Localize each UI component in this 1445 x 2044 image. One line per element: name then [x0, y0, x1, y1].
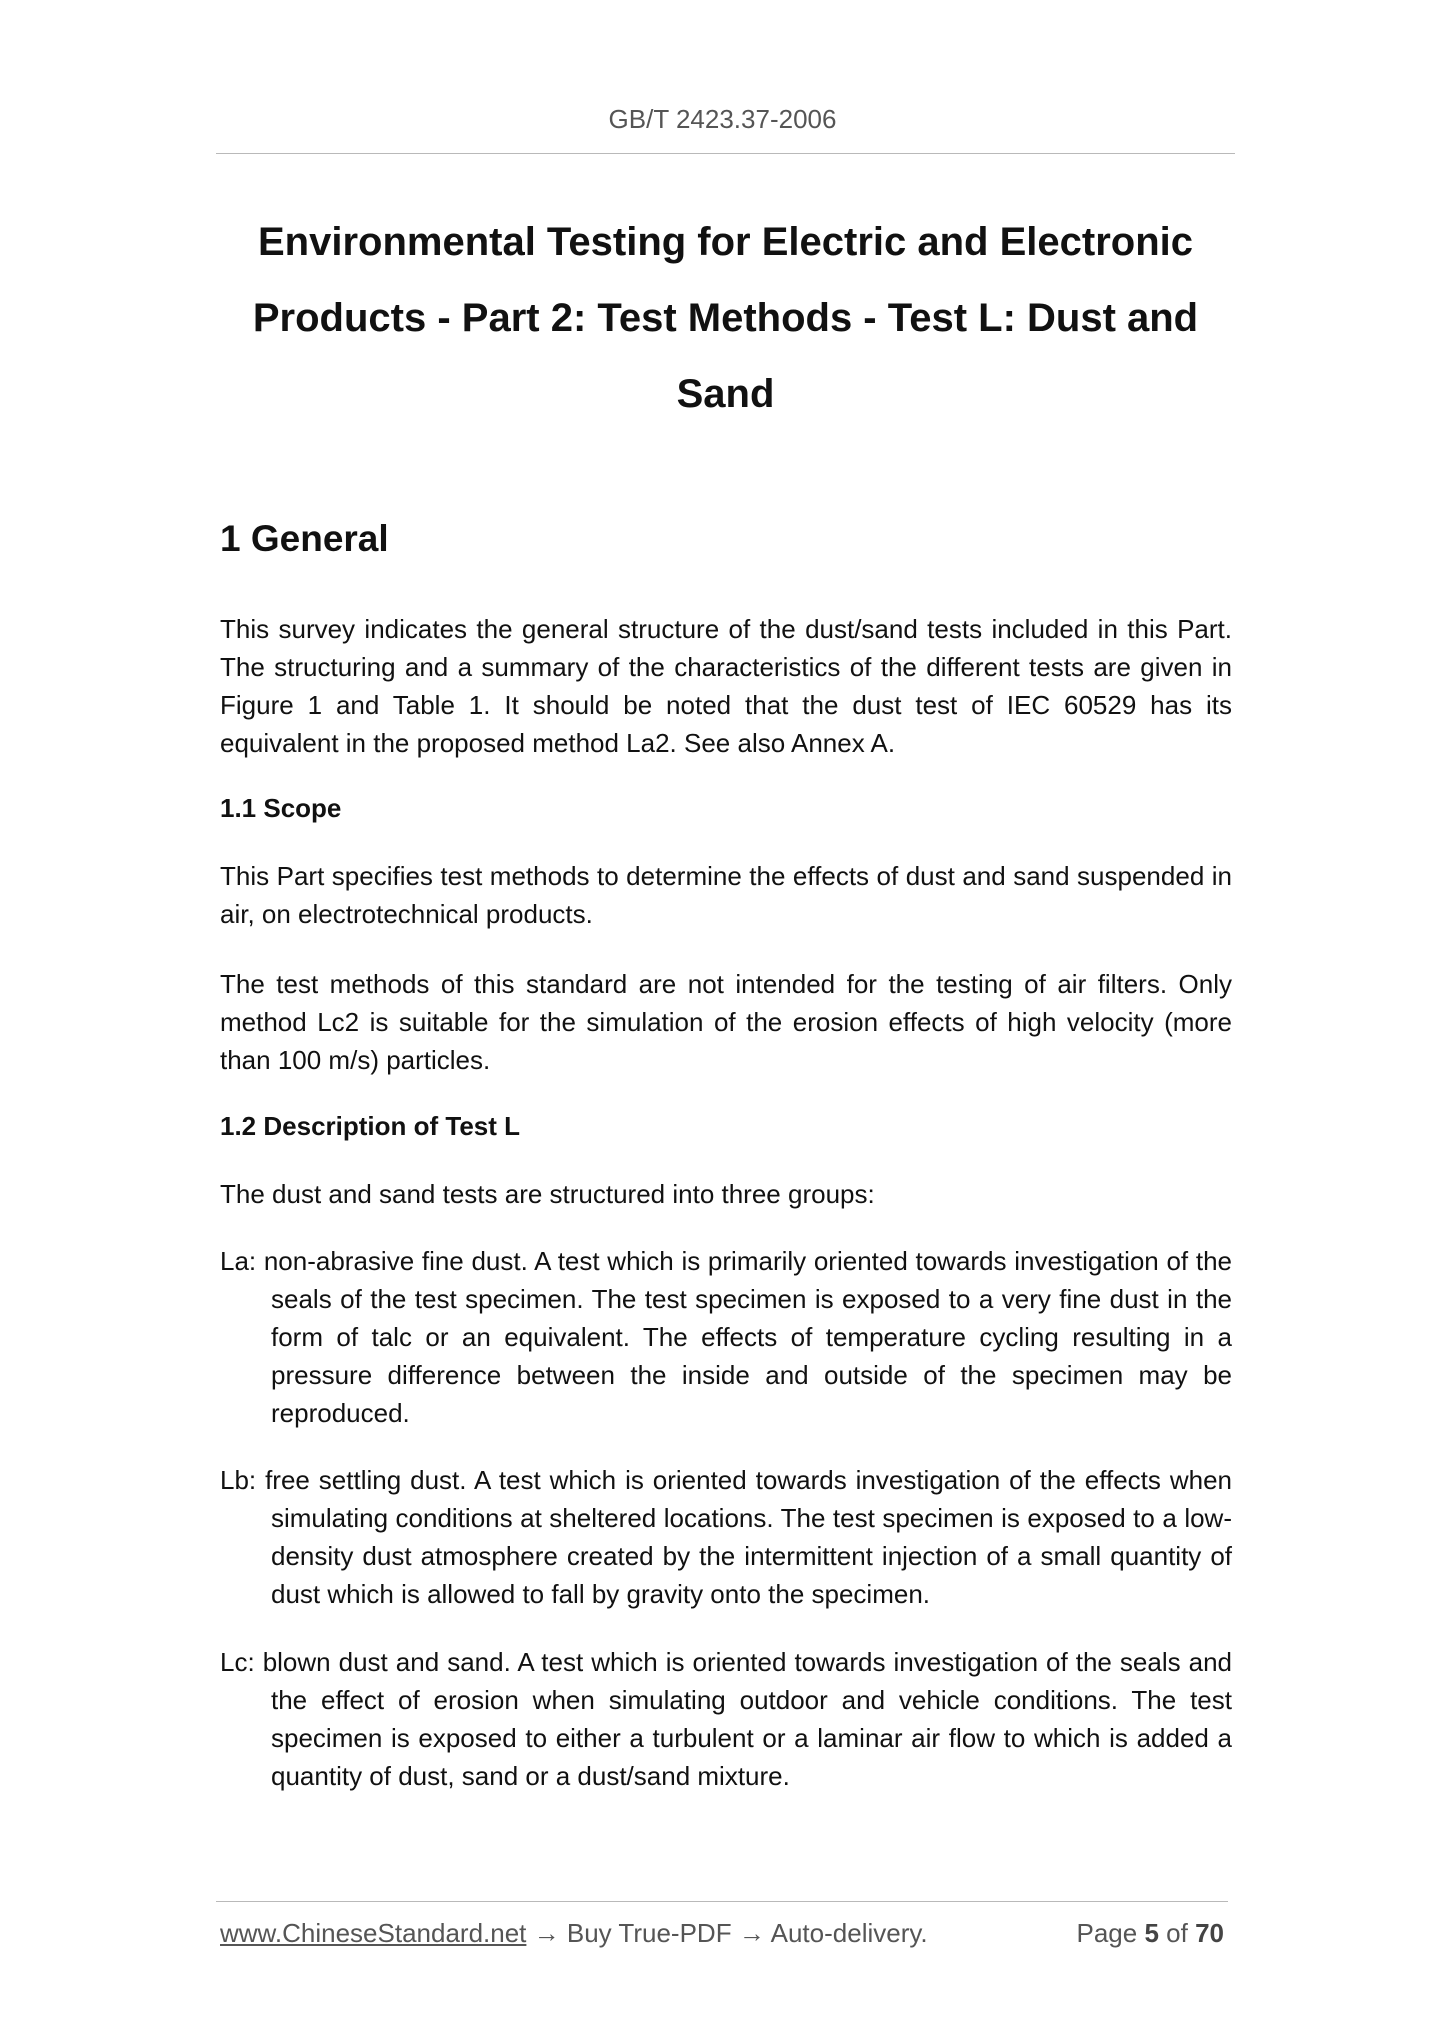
- group-item-lb: Lb: free settling dust. A test which is oriented towards investigation of the effects when simulating conditions at sheltered locations. The test specimen is exposed to a low-density dust atmosphere created by the intermittent injection of a small quantity of dust which is allowed to fall by gravity onto the specimen.: [220, 1465, 1232, 1609]
- general-intro-paragraph: This survey indicates the general structure of the dust/sand tests included in this Part. The structuring and a summary of the characteristics of the different tests are given in Figure 1 and Table 1. It should be noted that the dust test of IEC 60529 has its equivalent in the proposed method La2. See also Annex A.: [220, 614, 1232, 758]
- buy-true-pdf-text: Buy True-PDF: [566, 1918, 732, 1948]
- footer-divider: [216, 1901, 1228, 1902]
- document-code-header: GB/T 2423.37-2006: [608, 104, 837, 134]
- section-heading-description: 1.2 Description of Test L: [220, 1111, 521, 1141]
- scope-paragraph-2: The test methods of this standard are not intended for the testing of air filters. Only method Lc2 is suitable for the simulation of the erosion effects of high velocity (more than 100 m/s) particles.: [220, 969, 1232, 1075]
- website-link[interactable]: www.ChineseStandard.net: [220, 1918, 527, 1948]
- page-footer: [220, 1918, 1228, 1949]
- scope-paragraph-1: This Part specifies test methods to determine the effects of dust and sand suspended in air, on electrotechnical products.: [220, 861, 1232, 929]
- auto-delivery-text: Auto-delivery.: [770, 1918, 928, 1948]
- group-item-lc: Lc: blown dust and sand. A test which is oriented towards investigation of the seals and the effect of erosion when simulating outdoor and vehicle conditions. The test specimen is exposed to either a turbulent or a laminar air flow to which is added a quantity of dust, sand or a dust/sand mixture.: [220, 1647, 1232, 1791]
- page-label: Page: [1076, 1918, 1138, 1948]
- current-page-number: 5: [1144, 1918, 1159, 1948]
- description-intro: The dust and sand tests are structured into three groups:: [220, 1179, 875, 1209]
- document-title: Environmental Testing for Electric and Electronic Products - Part 2: Test Methods - Test L: Dust and Sand: [252, 220, 1199, 416]
- arrow-icon: →: [738, 1918, 765, 1948]
- total-pages-number: 70: [1195, 1918, 1224, 1948]
- section-heading-general: 1 General: [220, 518, 389, 559]
- page-indicator: [1076, 1918, 1224, 1949]
- group-item-la: La: non-abrasive fine dust. A test which is primarily oriented towards investigation of the seals of the test specimen. The test specimen is exposed to a very fine dust in the form of talc or an equivalent. The effects of temperature cycling resulting in a pressure difference between the inside and outside of the specimen may be reproduced.: [220, 1246, 1232, 1428]
- arrow-icon: →: [533, 1918, 560, 1948]
- of-label: of: [1166, 1918, 1188, 1948]
- header-divider: [216, 153, 1235, 154]
- section-heading-scope: 1.1 Scope: [220, 793, 342, 823]
